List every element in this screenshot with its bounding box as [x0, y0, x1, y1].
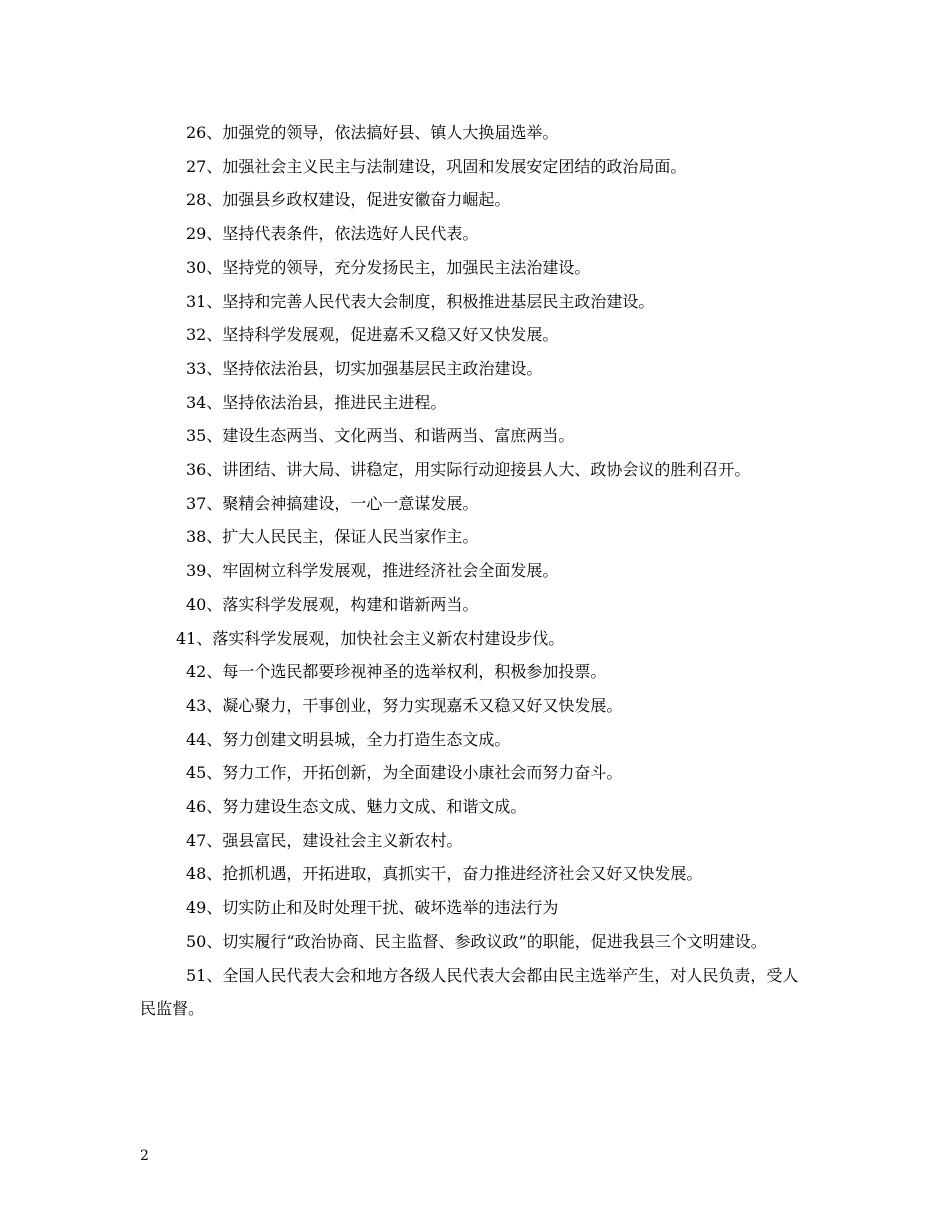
- list-item: 48、抢抓机遇，开拓进取，真抓实干，奋力推进经济社会又好又快发展。: [186, 864, 703, 884]
- list-item: 46、努力建设生态文成、魅力文成、和谐文成。: [186, 797, 527, 817]
- list-item: 42、每一个选民都要珍视神圣的选举权利，积极参加投票。: [186, 662, 607, 682]
- list-item: 30、坚持党的领导，充分发扬民主，加强民主法治建设。: [186, 257, 591, 277]
- list-item: 50、切实履行“政治协商、民主监督、参政议政”的职能，促进我县三个文明建设。: [186, 931, 767, 951]
- list-item: 36、讲团结、讲大局、讲稳定，用实际行动迎接县人大、政协会议的胜利召开。: [186, 460, 751, 480]
- list-item: 31、坚持和完善人民代表大会制度，积极推进基层民主政治建设。: [186, 291, 655, 311]
- list-item: 29、坚持代表条件，依法选好人民代表。: [186, 224, 479, 244]
- list-item: 44、努力创建文明县城，全力打造生态文成。: [186, 729, 511, 749]
- page-number: 2: [140, 1148, 149, 1164]
- list-item: 51、全国人民代表大会和地方各级人民代表大会都由民主选举产生，对人民负责，受人民监督。: [140, 965, 799, 1019]
- list-item: 45、努力工作，开拓创新，为全面建设小康社会而努力奋斗。: [186, 763, 623, 783]
- list-item: 38、扩大人民民主，保证人民当家作主。: [186, 527, 479, 547]
- list-item: 47、强县富民，建设社会主义新农村。: [186, 830, 463, 850]
- list-item: 41、落实科学发展观，加快社会主义新农村建设步伐。: [176, 628, 565, 648]
- list-item: 39、牢固树立科学发展观，推进经济社会全面发展。: [186, 561, 559, 581]
- list-item: 43、凝心聚力，干事创业，努力实现嘉禾又稳又好又快发展。: [186, 695, 623, 715]
- list-item: 49、切实防止和及时处理干扰、破坏选举的违法行为: [186, 898, 559, 918]
- list-item: 33、坚持依法治县，切实加强基层民主政治建设。: [186, 358, 543, 378]
- slogan-list: [140, 116, 812, 1026]
- list-item: 28、加强县乡政权建设，促进安徽奋力崛起。: [186, 190, 511, 210]
- list-item: 35、建设生态两当、文化两当、和谐两当、富庶两当。: [186, 426, 575, 446]
- list-item: 26、加强党的领导，依法搞好县、镇人大换届选举。: [186, 123, 559, 142]
- list-item: 40、落实科学发展观，构建和谐新两当。: [186, 594, 479, 614]
- list-item: 37、聚精会神搞建设，一心一意谋发展。: [186, 493, 479, 513]
- list-item: 32、坚持科学发展观，促进嘉禾又稳又好又快发展。: [186, 325, 559, 345]
- list-item: 27、加强社会主义民主与法制建设，巩固和发展安定团结的政治局面。: [186, 156, 687, 176]
- list-item: 34、坚持依法治县，推进民主进程。: [186, 392, 447, 412]
